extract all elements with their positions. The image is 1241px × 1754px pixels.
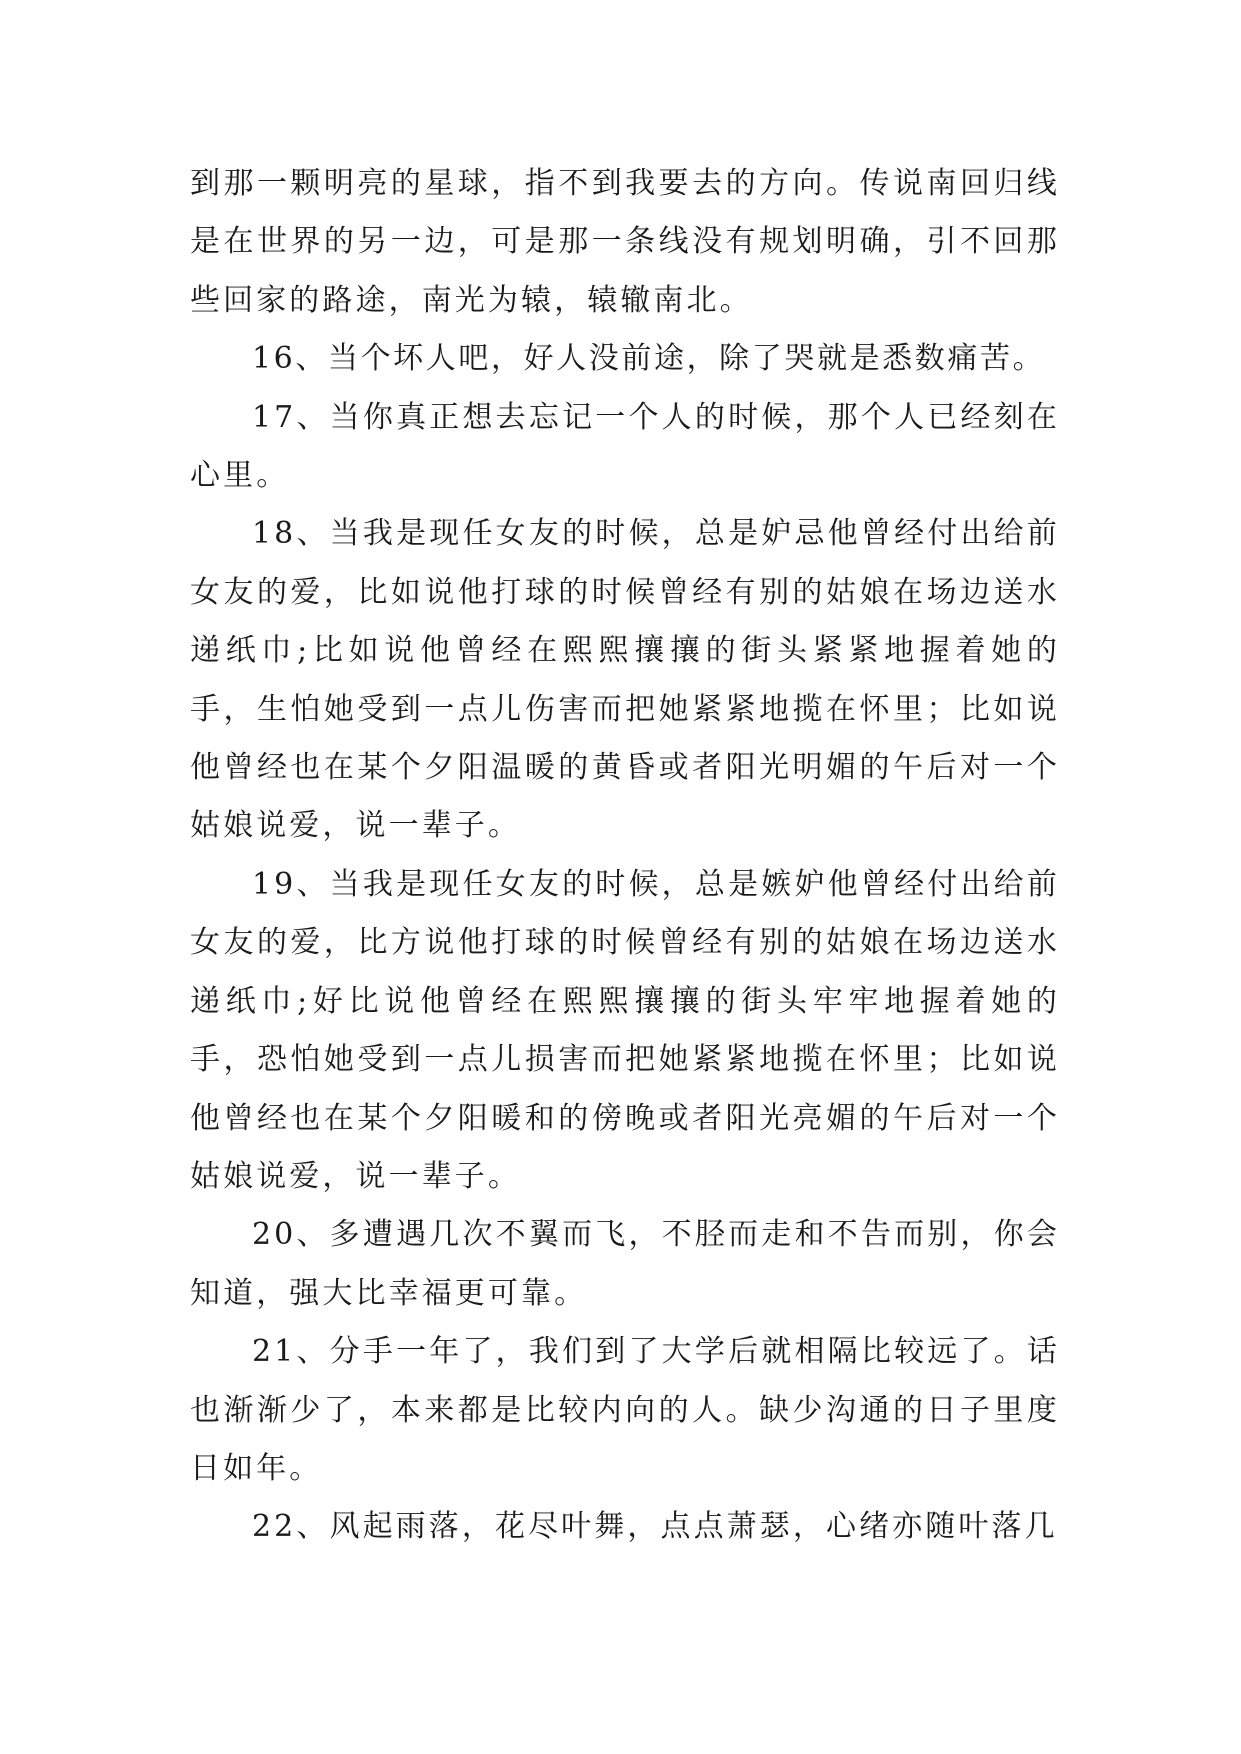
paragraph-item-22: 22、风起雨落，花尽叶舞，点点萧瑟，心绪亦随叶落几 [252, 1509, 1058, 1545]
paragraph-continuation: 到那一颗明亮的星球，指不到我要去的方向。传说南回归线是在世界的另一边，可是那一条线没有规划明确，引不回那些回家的路途，南光为辕，辕辙南北。 [190, 166, 1060, 318]
paragraph-item-16: 16、当个坏人吧，好人没前途，除了哭就是悉数痛苦。 [252, 341, 1046, 377]
paragraph-item-19: 19、当我是现任女友的时候，总是嫉妒他曾经付出给前女友的爱，比方说他打球的时候曾经有别的姑娘在场边送水递纸巾;好比说他曾经在熙熙攘攘的街头牢牢地握着她的手，恐怕她受到一点儿损害而把她紧紧地揽在怀里；比如说他曾经也在某个夕阳暖和的傍晚或者阳光亮媚的午后对一个姑娘说爱，说一辈子。 [190, 866, 1060, 1194]
paragraph-item-17: 17、当你真正想去忘记一个人的时候，那个人已经刻在心里。 [190, 399, 1060, 494]
paragraph-item-21: 21、分手一年了，我们到了大学后就相隔比较远了。话也渐渐少了，本来都是比较内向的人。缺少沟通的日子里度日如年。 [190, 1334, 1060, 1486]
paragraph-item-18: 18、当我是现任女友的时候，总是妒忌他曾经付出给前女友的爱，比如说他打球的时候曾经有别的姑娘在场边送水递纸巾;比如说他曾经在熙熙攘攘的街头紧紧地握着她的手，生怕她受到一点儿伤害而把她紧紧地揽在怀里；比如说他曾经也在某个夕阳温暖的黄昏或者阳光明媚的午后对一个姑娘说爱，说一辈子。 [190, 516, 1060, 844]
paragraph-item-20: 20、多遭遇几次不翼而飞，不胫而走和不告而别，你会知道，强大比幸福更可靠。 [190, 1217, 1060, 1311]
document-body [190, 155, 1060, 1557]
